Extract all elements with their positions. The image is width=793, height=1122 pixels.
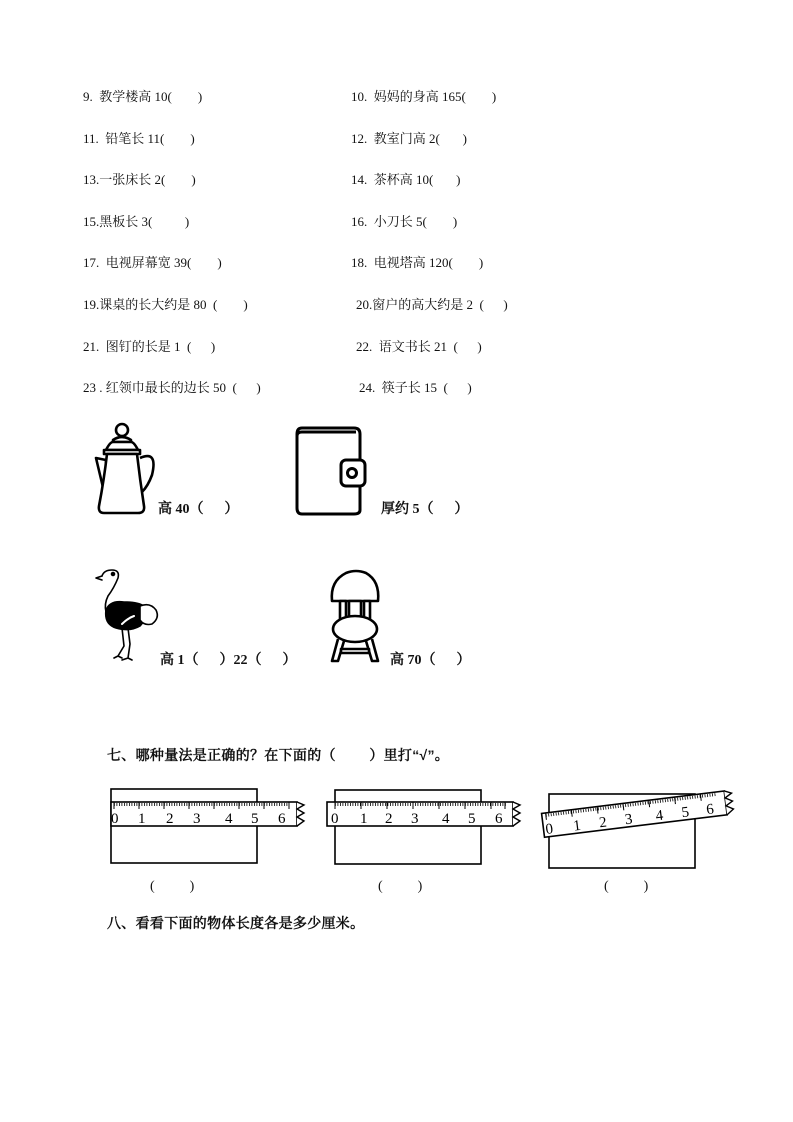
svg-text:5: 5 bbox=[680, 804, 691, 822]
svg-text:2: 2 bbox=[385, 811, 393, 827]
ruler-measure-option-1 bbox=[108, 785, 308, 867]
question-13: 13.一张床长 2( ) bbox=[83, 172, 196, 187]
answer-blank-option-2[interactable]: ( ) bbox=[378, 879, 423, 894]
question-21: 21. 图钉的长是 1 ( ) bbox=[83, 339, 216, 354]
svg-text:5: 5 bbox=[251, 811, 259, 827]
svg-text:6: 6 bbox=[495, 811, 503, 827]
book-icon bbox=[294, 424, 368, 516]
svg-text:3: 3 bbox=[193, 811, 201, 827]
answer-blank-option-3[interactable]: ( ) bbox=[604, 879, 649, 894]
svg-text:0: 0 bbox=[544, 821, 555, 838]
section-8-heading: 八、看看下面的物体长度各是多少厘米。 bbox=[107, 915, 365, 931]
svg-text:6: 6 bbox=[705, 801, 715, 819]
question-11: 11. 铅笔长 11( ) bbox=[83, 131, 195, 146]
ruler-measure-option-3 bbox=[538, 785, 738, 867]
question-16: 16. 小刀长 5( ) bbox=[351, 214, 458, 229]
question-12: 12. 教室门高 2( ) bbox=[351, 131, 467, 146]
question-9: 9. 教学楼高 10( ) bbox=[83, 89, 203, 104]
svg-text:1: 1 bbox=[360, 811, 368, 827]
svg-text:2: 2 bbox=[166, 811, 174, 827]
question-19: 19.课桌的长大约是 80 ( ) bbox=[83, 297, 248, 312]
teapot-label: 高 40（ ） bbox=[158, 502, 239, 517]
svg-text:0: 0 bbox=[111, 811, 119, 827]
section-7-heading: 七、哪种量法是正确的？在下面的（ ）里打“√”。 bbox=[107, 747, 450, 763]
svg-text:0: 0 bbox=[331, 811, 339, 827]
question-18: 18. 电视塔高 120( ) bbox=[351, 255, 484, 270]
question-20: 20.窗户的高大约是 2 ( ) bbox=[356, 297, 508, 312]
question-22: 22. 语文书长 21 ( ) bbox=[356, 339, 482, 354]
ostrich-label: 高 1（ ）22（ ） bbox=[160, 653, 297, 668]
ruler-measure-option-2 bbox=[325, 785, 525, 867]
ostrich-icon bbox=[94, 566, 162, 666]
book-label: 厚约 5（ ） bbox=[381, 502, 469, 517]
svg-text:3: 3 bbox=[411, 811, 419, 827]
svg-text:5: 5 bbox=[468, 811, 476, 827]
question-23: 23 . 红领巾最长的边长 50 ( ) bbox=[83, 380, 261, 395]
svg-text:1: 1 bbox=[572, 817, 582, 835]
question-15: 15.黑板长 3( ) bbox=[83, 214, 190, 229]
question-24: 24. 筷子长 15 ( ) bbox=[359, 380, 472, 395]
teapot-icon bbox=[92, 420, 158, 516]
question-14: 14. 茶杯高 10( ) bbox=[351, 172, 461, 187]
answer-blank-option-1[interactable]: ( ) bbox=[150, 879, 195, 894]
svg-text:1: 1 bbox=[138, 811, 146, 827]
question-17: 17. 电视屏幕宽 39( ) bbox=[83, 255, 222, 270]
svg-text:4: 4 bbox=[654, 807, 665, 825]
svg-text:4: 4 bbox=[442, 811, 450, 827]
svg-text:3: 3 bbox=[624, 811, 634, 829]
svg-text:6: 6 bbox=[278, 811, 286, 827]
stool-icon bbox=[328, 567, 382, 663]
stool-label: 高 70（ ） bbox=[390, 653, 471, 668]
question-10: 10. 妈妈的身高 165( ) bbox=[351, 89, 497, 104]
svg-text:2: 2 bbox=[598, 814, 608, 832]
svg-text:4: 4 bbox=[225, 811, 233, 827]
